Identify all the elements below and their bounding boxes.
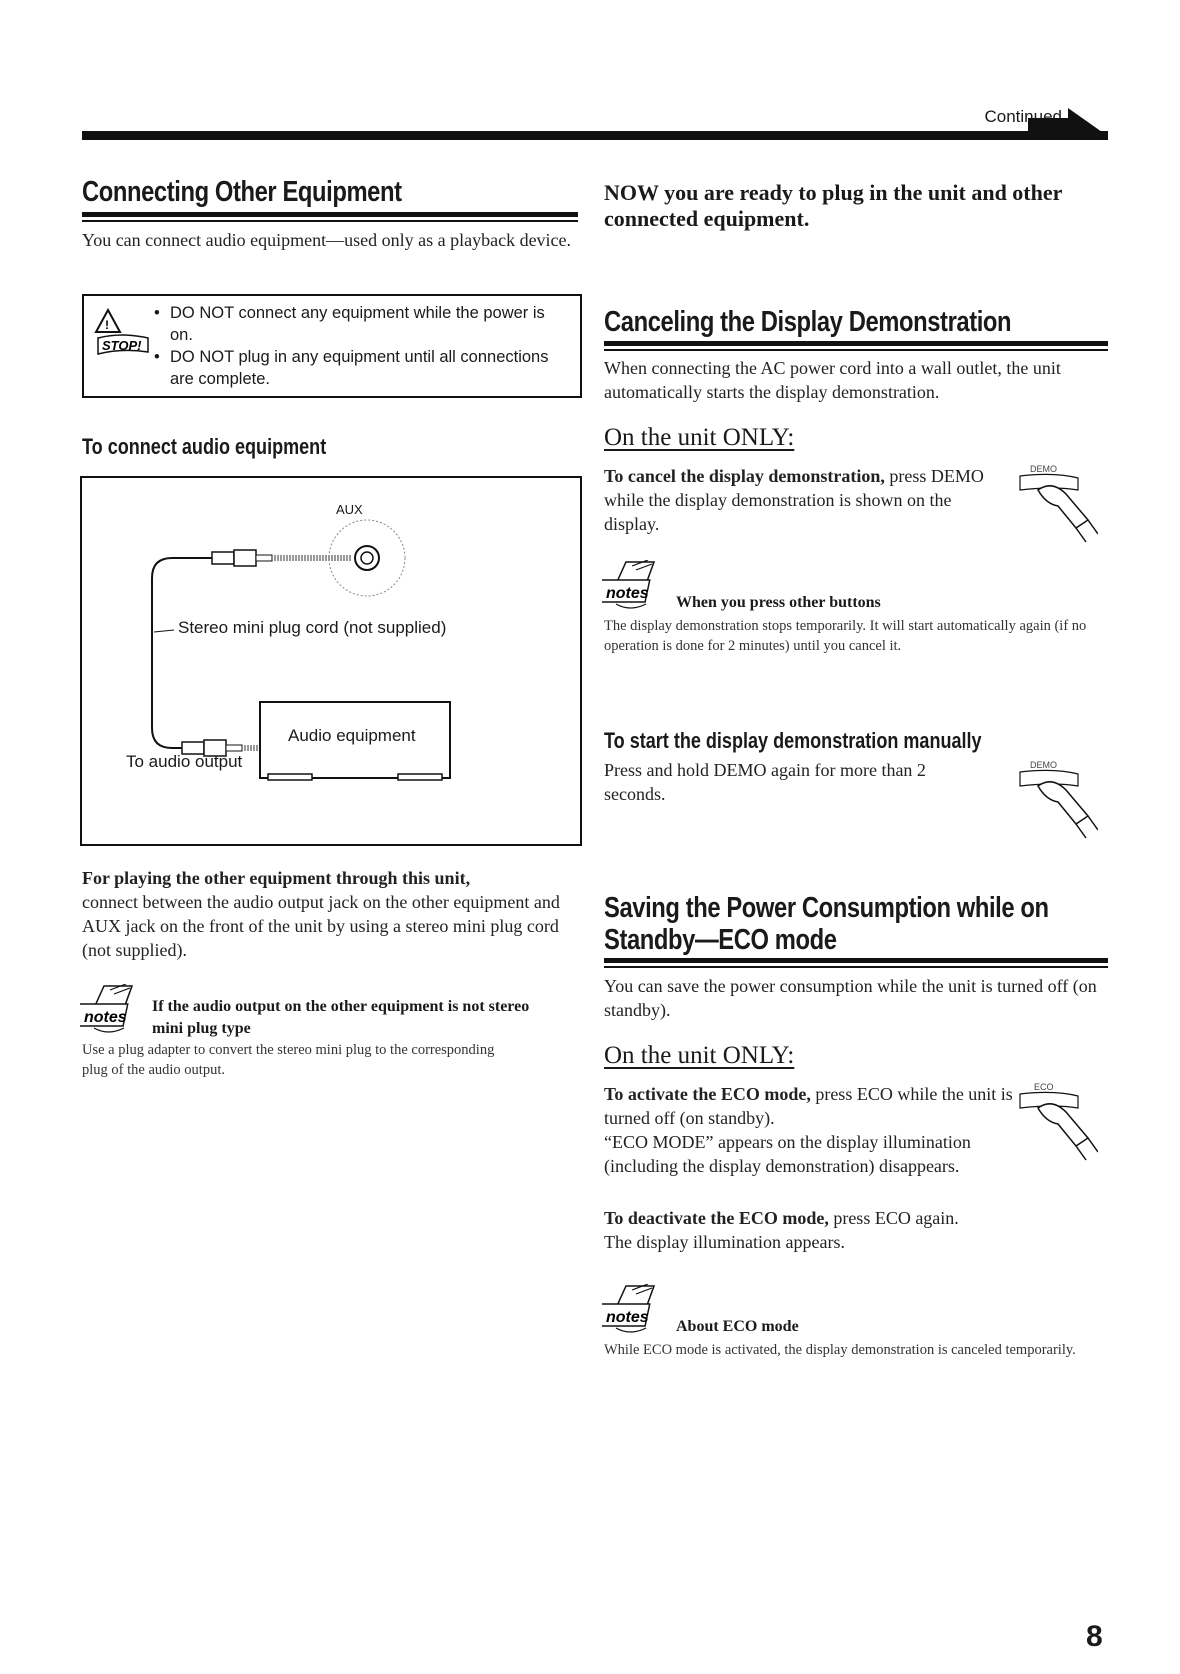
stop-warning-icon: [94, 308, 152, 364]
demo-button-label-2: DEMO: [1030, 760, 1057, 770]
eco-activate-bold: To activate the ECO mode,: [604, 1084, 811, 1104]
continued-arrow-icon: [1028, 98, 1108, 132]
output-label: To audio output: [126, 752, 243, 771]
title-rule: [82, 212, 578, 217]
cancel-title-rule: [604, 341, 1108, 346]
stop-icon-text: STOP!: [102, 338, 142, 353]
eco-intro: You can save the power consumption while the unit is turned off (on standby).: [604, 976, 1097, 1020]
warning-box: [82, 294, 582, 398]
demo-button-icon-2: [1018, 756, 1098, 840]
section-title-cancel-demo: Canceling the Display Demonstration: [604, 306, 1012, 338]
cancel-intro: When connecting the AC power cord into a wall outlet, the unit automatically starts the display demonstration.: [604, 358, 1061, 402]
aux-jack-icon: [355, 546, 379, 570]
cancel-title-rule-thin: [604, 349, 1108, 351]
eco-activate-text: press ECO while the unit is turned off (on standby).: [604, 1084, 1013, 1128]
note-title-left: If the audio output on the other equipment is not stereo mini plug type: [152, 998, 530, 1037]
start-demo-text: Press and hold DEMO again for more than 2 seconds.: [604, 760, 926, 804]
equipment-label: Audio equipment: [288, 726, 416, 745]
playing-text: connect between the audio output jack on the other equipment and AUX jack on the front of the unit by using a stereo mini plug cord (not supplied).: [82, 892, 560, 960]
note-text-demo: The display demonstration stops temporarily. It will start automatically again (if no operation is done for 2 minutes) until you cancel it.: [604, 618, 1087, 654]
subhead-start-demo: To start the display demonstration manually: [604, 728, 982, 753]
note-title-eco: About ECO mode: [676, 1318, 799, 1335]
top-rule: [82, 131, 1108, 140]
notes-icon-eco-text: notes: [606, 1309, 649, 1326]
eco-title-rule-thin: [604, 966, 1108, 968]
title-rule-thin: [82, 220, 578, 222]
page-number: 8: [1086, 1620, 1103, 1653]
cord-line: [152, 558, 212, 748]
ready-heading: NOW you are ready to plug in the unit and other connected equipment.: [604, 180, 1062, 231]
playing-paragraph: [82, 866, 582, 962]
eco-button-icon: [1018, 1078, 1098, 1162]
warning-item-2: • DO NOT plug in any equipment until all connections are complete.: [154, 346, 572, 390]
warning-text-2: DO NOT plug in any equipment until all connections are complete.: [170, 348, 549, 388]
diagram-drawing: [82, 478, 580, 844]
cancel-bold: To cancel the display demonstration,: [604, 466, 885, 486]
demo-button-label: DEMO: [1030, 464, 1057, 474]
eco-deactivate-bold: To deactivate the ECO mode,: [604, 1208, 829, 1228]
playing-bold: For playing the other equipment through this unit,: [82, 868, 471, 888]
unit-only-heading-1: On the unit ONLY:: [604, 424, 795, 451]
eco-title-rule: [604, 958, 1108, 963]
notes-icon-eco: [602, 1284, 672, 1340]
cord-label: Stereo mini plug cord (not supplied): [178, 618, 447, 637]
continued-label: Continued: [984, 107, 1062, 126]
section-title-connecting: Connecting Other Equipment: [82, 176, 402, 208]
warning-item-1: • DO NOT connect any equipment while the power is on.: [154, 302, 572, 346]
eco-title-line2: Standby—ECO mode: [604, 924, 837, 956]
cancel-instruction: [604, 464, 984, 536]
note-title-demo: When you press other buttons: [676, 594, 881, 611]
intro-text: You can connect audio equipment—used only as a playback device.: [82, 230, 572, 250]
notes-icon-text: notes: [84, 1009, 127, 1026]
eco-deactivate-text2: The display illumination appears.: [604, 1232, 845, 1252]
unit-only-heading-2: On the unit ONLY:: [604, 1042, 795, 1069]
notes-icon: [80, 984, 150, 1040]
demo-button-icon: [1018, 460, 1098, 544]
eco-activate: [604, 1082, 1014, 1178]
notes-icon-demo-text: notes: [606, 585, 649, 602]
aux-label: AUX: [336, 502, 363, 517]
note-text-left: Use a plug adapter to convert the stereo mini plug to the corresponding plug of the audio output.: [82, 1042, 495, 1078]
eco-button-label: ECO: [1034, 1082, 1054, 1092]
eco-deactivate-text: press ECO again.: [828, 1208, 959, 1228]
connection-diagram: [80, 476, 582, 846]
svg-text:!: !: [105, 318, 109, 332]
notes-icon-demo: [602, 560, 672, 616]
section-title-eco: [604, 892, 1049, 956]
note-text-eco: While ECO mode is activated, the display demonstration is canceled temporarily.: [604, 1342, 1076, 1358]
subhead-connect-audio: To connect audio equipment: [82, 434, 327, 459]
eco-deactivate: [604, 1206, 1108, 1254]
warning-text-1: DO NOT connect any equipment while the power is on.: [170, 304, 545, 344]
eco-activate-text2: “ECO MODE” appears on the display illumination (including the display demonstration) disappears.: [604, 1132, 971, 1176]
cancel-text: press DEMO while the display demonstration is shown on the display.: [604, 466, 984, 534]
eco-title-line1: Saving the Power Consumption while on: [604, 892, 1049, 924]
top-plug-icon: [212, 552, 234, 564]
